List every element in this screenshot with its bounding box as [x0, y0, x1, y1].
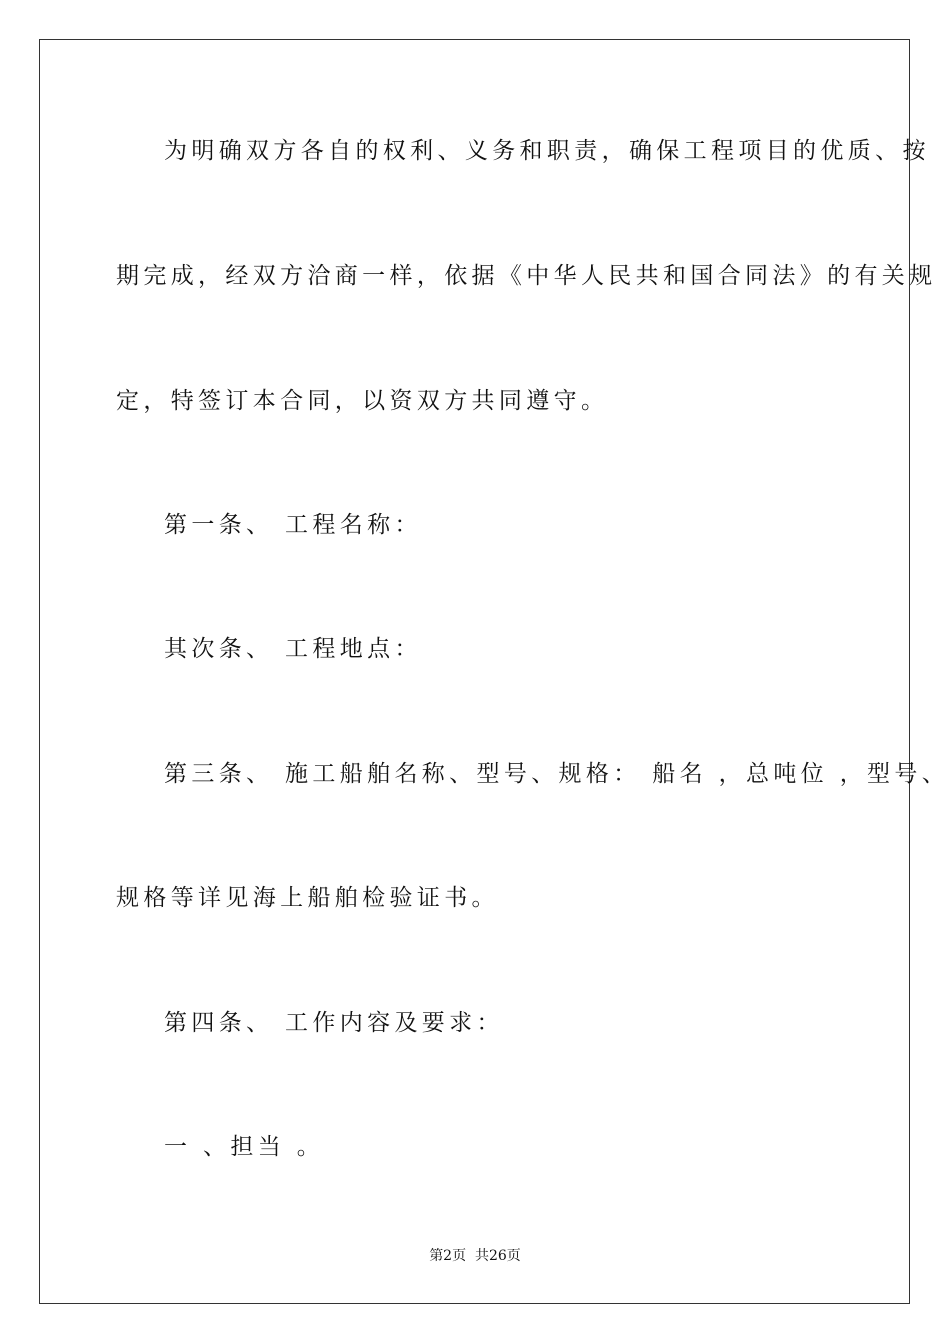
list-item-1: 一 、担当 。	[164, 1134, 325, 1160]
article-4-heading: 第四条、 工作内容及要求：	[164, 1010, 504, 1036]
article-3-line-1: 第三条、 施工船舶名称、型号、规格： 船名 ，总吨位 ，型号、	[164, 761, 950, 787]
paragraph-line-1: 为明确双方各自的权利、义务和职责，确保工程项目的优质、按	[164, 138, 930, 164]
article-3-line-2: 规格等详见海上船舶检验证书。	[116, 885, 499, 911]
paragraph-line-2: 期完成，经双方洽商一样，依据《中华人民共和国合同法》的有关规	[116, 263, 937, 289]
article-1-heading: 第一条、 工程名称：	[164, 512, 422, 538]
paragraph-line-3: 定，特签订本合同，以资双方共同遵守。	[116, 388, 609, 414]
page-border	[39, 39, 910, 1304]
article-2-heading: 其次条、 工程地点：	[164, 636, 422, 662]
page-footer: 第2页 共26页	[429, 1248, 521, 1264]
